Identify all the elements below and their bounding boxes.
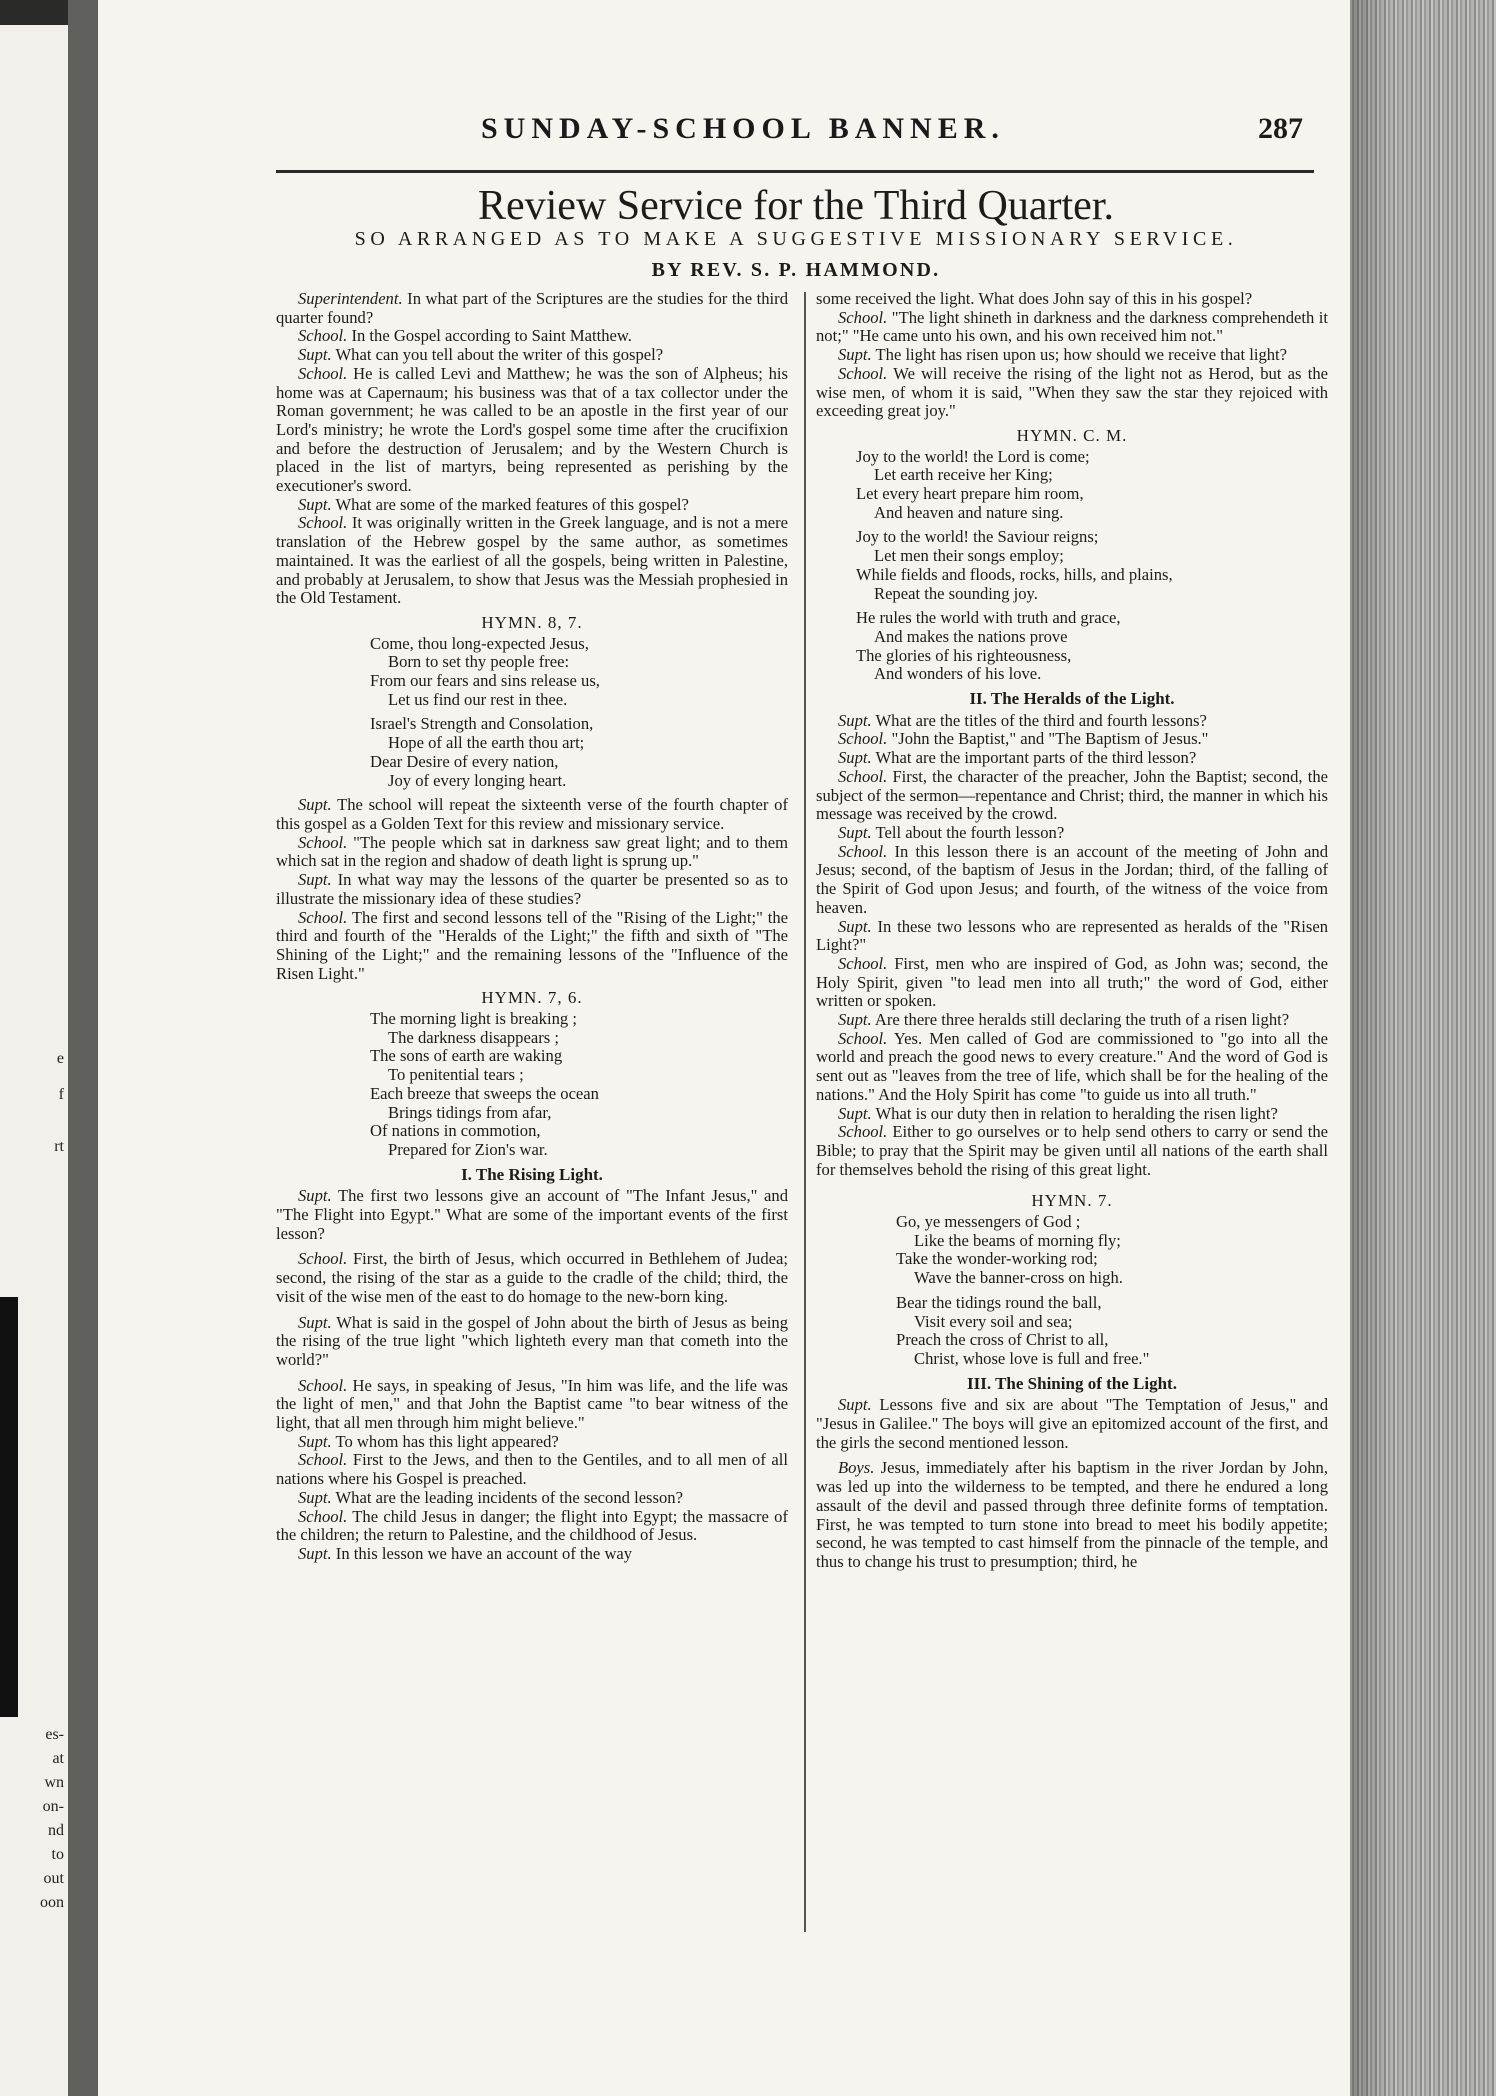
hymn-line: Come, thou long-expected Jesus, xyxy=(370,633,589,653)
speaker: School. xyxy=(838,766,888,786)
speaker: School. xyxy=(298,363,348,383)
speaker: School. xyxy=(298,832,348,852)
hymn-line: Visit every soil and sea; xyxy=(914,1311,1073,1331)
section-heading: III. The Shining of the Light. xyxy=(967,1373,1177,1393)
prev-page-fragment: es- xyxy=(45,1726,64,1743)
hymn-title: HYMN. C. M. xyxy=(1016,425,1128,445)
speaker: Supt. xyxy=(298,1431,332,1451)
article-title: Review Service for the Third Quarter. xyxy=(477,183,1114,229)
paragraph: Supt. The light has risen upon us; how should we receive that light? xyxy=(838,345,1288,365)
hymn-line: To penitential tears ; xyxy=(388,1065,524,1085)
hymn-line: The darkness disappears ; xyxy=(388,1027,559,1047)
paragraph: Superintendent. In what part of the Scriptures are the studies for the third quarter found? xyxy=(276,289,788,327)
paragraph: School. First to the Jews, and then to the Gentiles, and to all men of all nations where his Gospel is preached. xyxy=(276,1450,788,1489)
paragraph: Supt. What is said in the gospel of John about the birth of Jesus as being the rising of the true light "which lighteth every man that cometh into the world?" xyxy=(276,1312,788,1369)
prev-page-fragment: f xyxy=(58,1086,64,1103)
paragraph: Boys. Jesus, immediately after his baptism in the river Jordan by John, was led up into the wilderness to be tempted, and there he endured a long assault of the devil and passed through three definite forms of temptation. First, he was tempted to turn stone into bread to meet his bodily appetite; second, he was tempted to cast himself from the pinnacle of the temple, and thus to change his trust to presumption; third, he xyxy=(816,1458,1328,1571)
page-content xyxy=(276,0,1328,2096)
paragraph: some received the light. What does John say of this in his gospel? xyxy=(816,289,1253,308)
paragraph: School. "The light shineth in darkness and the darkness comprehendeth it not;" "He came unto his own, and his own received him not." xyxy=(816,307,1328,346)
hymn-verse xyxy=(276,635,788,710)
hymn-line: Let every heart prepare him room, xyxy=(856,484,1084,504)
paragraph: School. It was originally written in the Greek language, and is not a mere translation of the Hebrew gospel by the same author, as sometimes maintained. It was the earliest of all the gospels, being written in Palestine, and probably at Jerusalem, to show that Jesus was the Messiah prophesied in the Old Testament. xyxy=(276,513,788,608)
paragraph: School. The child Jesus in danger; the flight into Egypt; the massacre of the children; the return to Palestine, and the childhood of Jesus. xyxy=(276,1506,788,1545)
speaker: School. xyxy=(838,363,888,383)
hymn-line: And heaven and nature sing. xyxy=(874,502,1064,522)
hymn-line: He rules the world with truth and grace, xyxy=(856,608,1121,628)
hymn-line: Take the wonder-working rod; xyxy=(896,1249,1098,1269)
paragraph: Supt. What are the leading incidents of the second lesson? xyxy=(298,1487,683,1507)
speaker: School. xyxy=(298,326,348,346)
prev-page-fragment: e xyxy=(56,1050,64,1067)
speaker: Supt. xyxy=(298,1544,332,1563)
book-page-edges xyxy=(1350,0,1496,2096)
hymn-line: Like the beams of morning fly; xyxy=(914,1230,1121,1250)
speaker: Supt. xyxy=(838,1010,872,1030)
paragraph: Supt. In these two lessons who are represented as heralds of the "Risen Light?" xyxy=(816,916,1328,955)
speaker: Superintendent. xyxy=(298,289,403,308)
hymn-line: From our fears and sins release us, xyxy=(370,671,600,691)
speaker: Supt. xyxy=(298,870,332,890)
speaker: Supt. xyxy=(298,1487,332,1507)
speaker: Supt. xyxy=(838,1103,872,1123)
prev-page-fragment: out xyxy=(43,1870,64,1887)
hymn-line: Repeat the sounding joy. xyxy=(874,583,1038,603)
speaker: School. xyxy=(298,1450,348,1470)
hymn-line: While fields and floods, rocks, hills, and plains, xyxy=(856,564,1173,584)
speaker: Supt. xyxy=(838,345,872,365)
hymn-line: Joy to the world! the Lord is come; xyxy=(856,446,1090,466)
previous-page-edge xyxy=(0,25,68,2096)
hymn-line: The morning light is breaking ; xyxy=(370,1009,577,1029)
speaker: School. xyxy=(298,1375,348,1395)
paragraph-gap xyxy=(816,1179,1328,1186)
speaker: School. xyxy=(298,513,348,533)
paragraph: School. First, the birth of Jesus, which occurred in Bethlehem of Judea; second, the rising of the star as a guide to the cradle of the child; third, the visit of the wise men of the east to do homage to the new-born king. xyxy=(276,1249,788,1306)
speaker: School. xyxy=(838,729,888,749)
hymn-line: Bear the tidings round the ball, xyxy=(896,1292,1102,1312)
hymn-title: HYMN. 7. xyxy=(1031,1191,1113,1211)
hymn-line: The glories of his righteousness, xyxy=(856,645,1072,665)
hymn-verse xyxy=(816,448,1328,523)
hymn-verse xyxy=(816,1294,1328,1369)
paragraph: School. First, men who are inspired of God, as John was; second, the Holy Spirit, given "to lead men into all truth;" the word of God, either written or spoken. xyxy=(816,953,1328,1011)
hymn-line: Christ, whose love is full and free." xyxy=(914,1348,1150,1368)
hymn-verse xyxy=(276,1010,788,1160)
paragraph: Supt. What are the important parts of the third lesson? xyxy=(838,748,1197,768)
paragraph: School. He is called Levi and Matthew; he was the son of Alpheus; his home was at Capernaum; his business was that of a tax collector under the Roman government; he was called to be an apostle in the first year of our Lord's ministry; he wrote the Lord's gospel some time after the crucifixion and before the destruction of Jerusalem; and by the Western Church is placed in the list of martyrs, being represented as perishing by the executioner's sword. xyxy=(276,363,788,496)
hymn-title: HYMN. 7, 6. xyxy=(481,988,583,1008)
prev-page-fragment: oon xyxy=(40,1894,64,1911)
paragraph: School. In this lesson there is an account of the meeting of John and Jesus; second, of the baptism of Jesus in the Jordan; third, of the falling of the Spirit of God upon Jesus; and fourth, of the witness of the voice from heaven. xyxy=(816,841,1328,917)
hymn-line: Dear Desire of every nation, xyxy=(370,751,559,771)
hymn-line: Hope of all the earth thou art; xyxy=(388,733,585,753)
running-header-title: SUNDAY-SCHOOL BANNER. xyxy=(481,112,1005,145)
page xyxy=(98,0,1350,2096)
paragraph: Supt. What are the titles of the third and fourth lessons? xyxy=(838,710,1207,730)
speaker: Supt. xyxy=(838,916,872,936)
hymn-line: Let men their songs employ; xyxy=(874,546,1064,566)
speaker: Supt. xyxy=(298,795,332,815)
hymn-verse xyxy=(816,528,1328,603)
prev-page-fragment: wn xyxy=(44,1774,64,1791)
hymn-line: Let earth receive her King; xyxy=(874,465,1053,485)
paragraph: School. First, the character of the preacher, John the Baptist; second, the subject of the sermon—repentance and Christ; third, the manner in which his message was received by the crowd. xyxy=(816,766,1328,824)
hymn-line: Joy to the world! the Saviour reigns; xyxy=(856,527,1099,547)
paragraph: Supt. What is our duty then in relation to heralding the risen light? xyxy=(838,1103,1278,1123)
hymn-line: And wonders of his love. xyxy=(874,664,1042,684)
prev-page-fragment: nd xyxy=(48,1822,64,1839)
paragraph: School. Either to go ourselves or to help send others to carry or send the Bible; to pray that the Spirit may be given until all nations of the earth shall for themselves behold the rising of this great light. xyxy=(816,1122,1328,1179)
paragraph: School. We will receive the rising of the light not as Herod, but as the wise men, of whom it is said, "When they saw the star they rejoiced with exceeding great joy." xyxy=(816,363,1328,421)
book-gutter xyxy=(68,0,98,2096)
speaker: Supt. xyxy=(838,1395,872,1415)
speaker: Boys. xyxy=(838,1458,875,1478)
paragraph: School. "John the Baptist," and "The Baptism of Jesus." xyxy=(838,729,1209,749)
paragraph: Supt. To whom has this light appeared? xyxy=(298,1431,559,1451)
hymn-line: And makes the nations prove xyxy=(874,626,1068,646)
paragraph: Supt. In this lesson we have an account of the way xyxy=(298,1544,633,1563)
speaker: School. xyxy=(298,907,348,927)
prev-page-fragment: at xyxy=(52,1750,64,1767)
article-subtitle: SO ARRANGED AS TO MAKE A SUGGESTIVE MISSIONARY SERVICE. xyxy=(354,228,1238,250)
left-column xyxy=(276,290,788,1564)
speaker: School. xyxy=(838,307,888,327)
paragraph: Supt. What are some of the marked features of this gospel? xyxy=(298,494,689,514)
hymn-line: Joy of every longing heart. xyxy=(388,770,567,790)
hymn-line: Preach the cross of Christ to all, xyxy=(896,1330,1109,1350)
hymn-line: Israel's Strength and Consolation, xyxy=(370,714,594,734)
hymn-line: Prepared for Zion's war. xyxy=(388,1139,548,1159)
hymn-title: HYMN. 8, 7. xyxy=(481,612,583,632)
article-byline: BY REV. S. P. HAMMOND. xyxy=(651,259,941,281)
paragraph: Supt. Are there three heralds still declaring the truth of a risen light? xyxy=(838,1010,1290,1030)
paragraph: Supt. Lessons five and six are about "The Temptation of Jesus," and "Jesus in Galilee." The boys will give an epitomized account of the first, and the girls the second mentioned lesson. xyxy=(816,1395,1328,1452)
prev-page-fragment: rt xyxy=(54,1138,64,1155)
speaker: Supt. xyxy=(298,345,332,365)
paragraph: School. In the Gospel according to Saint Matthew. xyxy=(298,326,632,346)
paragraph: Supt. The first two lessons give an account of "The Infant Jesus," and "The Flight into Egypt." What are some of the important events of the first lesson? xyxy=(276,1186,788,1243)
prev-page-fragment: on- xyxy=(42,1798,64,1815)
column-divider xyxy=(804,292,806,1932)
speaker: School. xyxy=(298,1249,348,1269)
hymn-line: Each breeze that sweeps the ocean xyxy=(370,1083,599,1103)
speaker: Supt. xyxy=(298,1312,332,1332)
paragraph: Supt. Tell about the fourth lesson? xyxy=(838,822,1065,842)
hymn-verse xyxy=(816,609,1328,684)
page-number: 287 xyxy=(1258,112,1303,145)
speaker: School. xyxy=(838,841,888,861)
speaker: School. xyxy=(838,953,888,973)
right-column xyxy=(816,290,1328,1572)
paragraph: School. "The people which sat in darkness saw great light; and to them which sat in the region and shadow of death light is sprung up." xyxy=(276,832,788,871)
prev-page-dark-plate xyxy=(0,1297,18,1717)
paragraph: Supt. What can you tell about the writer of this gospel? xyxy=(298,345,664,365)
hymn-line: Wave the banner-cross on high. xyxy=(914,1268,1123,1288)
prev-page-fragment: to xyxy=(51,1846,64,1863)
speaker: School. xyxy=(298,1506,348,1526)
hymn-line: Go, ye messengers of God ; xyxy=(896,1212,1081,1232)
paragraph: Supt. In what way may the lessons of the quarter be presented so as to illustrate the missionary idea of these studies? xyxy=(276,870,788,908)
hymn-line: Brings tidings from afar, xyxy=(388,1102,552,1122)
paragraph: School. He says, in speaking of Jesus, "In him was life, and the life was the light of men," and that John the Baptist came "to bear witness of the light, that all men through him might believe." xyxy=(276,1375,788,1433)
speaker: School. xyxy=(838,1028,888,1048)
speaker: Supt. xyxy=(298,1186,332,1206)
header-rule xyxy=(276,170,1314,173)
hymn-line: The sons of earth are waking xyxy=(370,1046,563,1066)
speaker: School. xyxy=(838,1122,888,1142)
section-heading: II. The Heralds of the Light. xyxy=(969,689,1175,709)
paragraph: Supt. The school will repeat the sixteenth verse of the fourth chapter of this gospel as a Golden Text for this review and missionary service. xyxy=(276,795,788,833)
page-edge-shadow xyxy=(1350,0,1390,2096)
section-heading: I. The Rising Light. xyxy=(461,1164,603,1184)
hymn-line: Born to set thy people free: xyxy=(388,652,570,672)
hymn-verse xyxy=(816,1213,1328,1288)
hymn-line: Of nations in commotion, xyxy=(370,1121,541,1141)
speaker: Supt. xyxy=(298,494,332,514)
speaker: Supt. xyxy=(838,710,872,730)
speaker: Supt. xyxy=(838,822,872,842)
hymn-line: Let us find our rest in thee. xyxy=(388,689,568,709)
hymn-verse xyxy=(276,715,788,790)
paragraph: School. The first and second lessons tell of the "Rising of the Light;" the third and fourth of the "Heralds of the Light;" the fifth and sixth of "The Shining of the Light;" and the remaining lessons of the "Influence of the Risen Light." xyxy=(276,907,788,983)
speaker: Supt. xyxy=(838,748,872,768)
paragraph: School. Yes. Men called of God are commissioned to "go into all the world and preach the good news to every creature." And the word of God is sent out as "leaves from the tree of life, which shall be for the healing of the nations." And the Holy Spirit has come "to guide us into all truth." xyxy=(816,1028,1328,1104)
